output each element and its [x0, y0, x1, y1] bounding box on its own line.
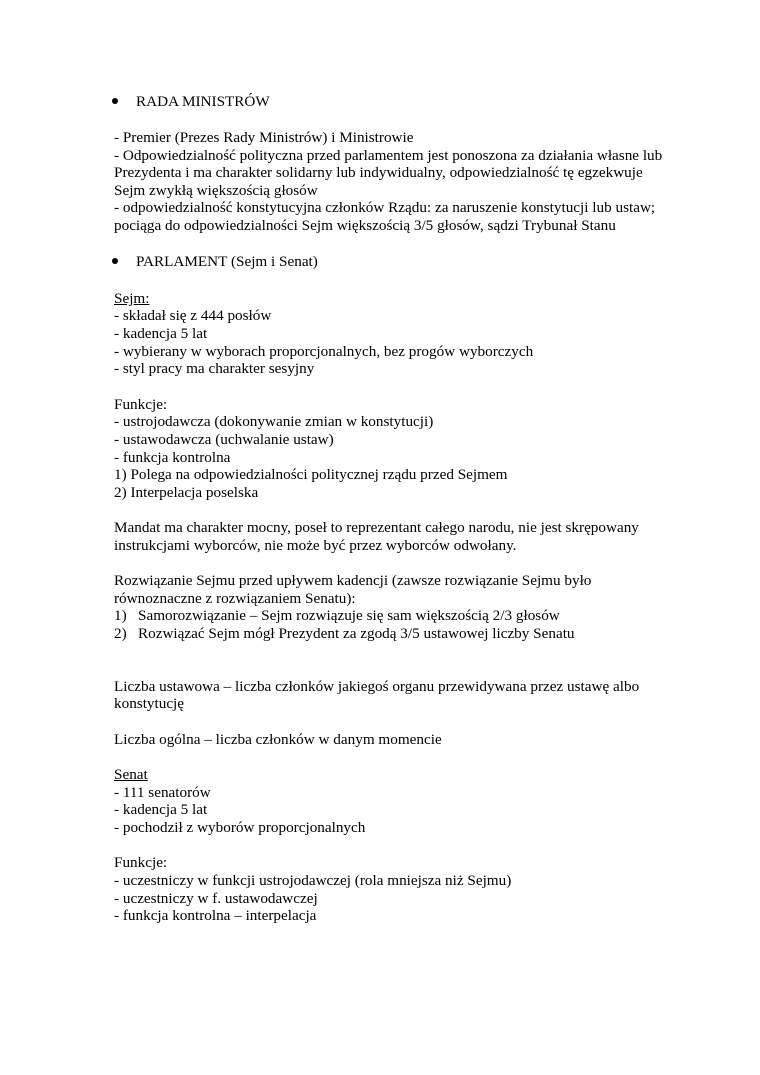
text-line: równoznaczne z rozwiązaniem Senatu): [114, 590, 356, 607]
text-line: Liczba ogólna – liczba członków w danym momencie [114, 731, 442, 748]
text-line: - Premier (Prezes Rady Ministrów) i Ministrowie [114, 129, 414, 146]
text-line: - Odpowiedzialność polityczna przed parlamentem jest ponoszona za działania własne lub [114, 147, 663, 164]
text-line: instrukcjami wyborców, nie może być przez wyborców odwołany. [114, 537, 517, 554]
list-item: Rozwiązać Sejm mógł Prezydent za zgodą 3/5 ustawowej liczby Senatu [138, 625, 575, 642]
text-line: - składał się z 444 posłów [114, 307, 272, 324]
text-line: Prezydenta i ma charakter solidarny lub indywidualny, odpowiedzialność tę egzekwuje [114, 164, 643, 181]
text-line: - odpowiedzialność konstytucyjna członków Rządu: za naruszenie konstytucji lub ustaw; [114, 199, 656, 216]
text-line: - funkcja kontrolna [114, 449, 231, 466]
text-line: - ustrojodawcza (dokonywanie zmian w konstytucji) [114, 413, 434, 430]
list-number: 1) [114, 607, 127, 624]
text-line: 2) Interpelacja poselska [114, 484, 259, 501]
text-line: - uczestniczy w funkcji ustrojodawczej (rola mniejsza niż Sejmu) [114, 872, 512, 889]
list-number: 2) [114, 625, 127, 642]
text-line: - 111 senatorów [114, 784, 211, 801]
text-line: Rozwiązanie Sejmu przed upływem kadencji (zawsze rozwiązanie Sejmu było [114, 572, 592, 589]
text-line: - kadencja 5 lat [114, 325, 208, 342]
sejm-title: Sejm: [114, 290, 150, 307]
bullet-icon [112, 258, 118, 264]
text-line: 1) Polega na odpowiedzialności politycznej rządu przed Sejmem [114, 466, 508, 483]
text-line: - uczestniczy w f. ustawodawczej [114, 890, 318, 907]
functions-title: Funkcje: [114, 854, 168, 871]
text-line: Mandat ma charakter mocny, poseł to reprezentant całego narodu, nie jest skrępowany [114, 519, 639, 536]
section-heading-parlament: PARLAMENT (Sejm i Senat) [136, 253, 318, 270]
text-line: Sejm zwykłą większością głosów [114, 182, 318, 199]
text-line: - pochodził z wyborów proporcjonalnych [114, 819, 366, 836]
bullet-icon [112, 98, 118, 104]
senat-title: Senat [114, 766, 148, 783]
list-item: Samorozwiązanie – Sejm rozwiązuje się sam większością 2/3 głosów [138, 607, 560, 624]
text-line: - ustawodawcza (uchwalanie ustaw) [114, 431, 334, 448]
text-line: - kadencja 5 lat [114, 801, 208, 818]
text-line: - styl pracy ma charakter sesyjny [114, 360, 315, 377]
text-line: pociąga do odpowiedzialności Sejm większością 3/5 głosów, sądzi Trybunał Stanu [114, 217, 616, 234]
text-line: konstytucję [114, 695, 185, 712]
text-line: - funkcja kontrolna – interpelacja [114, 907, 317, 924]
section-heading-rada: RADA MINISTRÓW [136, 93, 270, 110]
text-line: - wybierany w wyborach proporcjonalnych, bez progów wyborczych [114, 343, 534, 360]
text-line: Liczba ustawowa – liczba członków jakiegoś organu przewidywana przez ustawę albo [114, 678, 640, 695]
functions-title: Funkcje: [114, 396, 168, 413]
